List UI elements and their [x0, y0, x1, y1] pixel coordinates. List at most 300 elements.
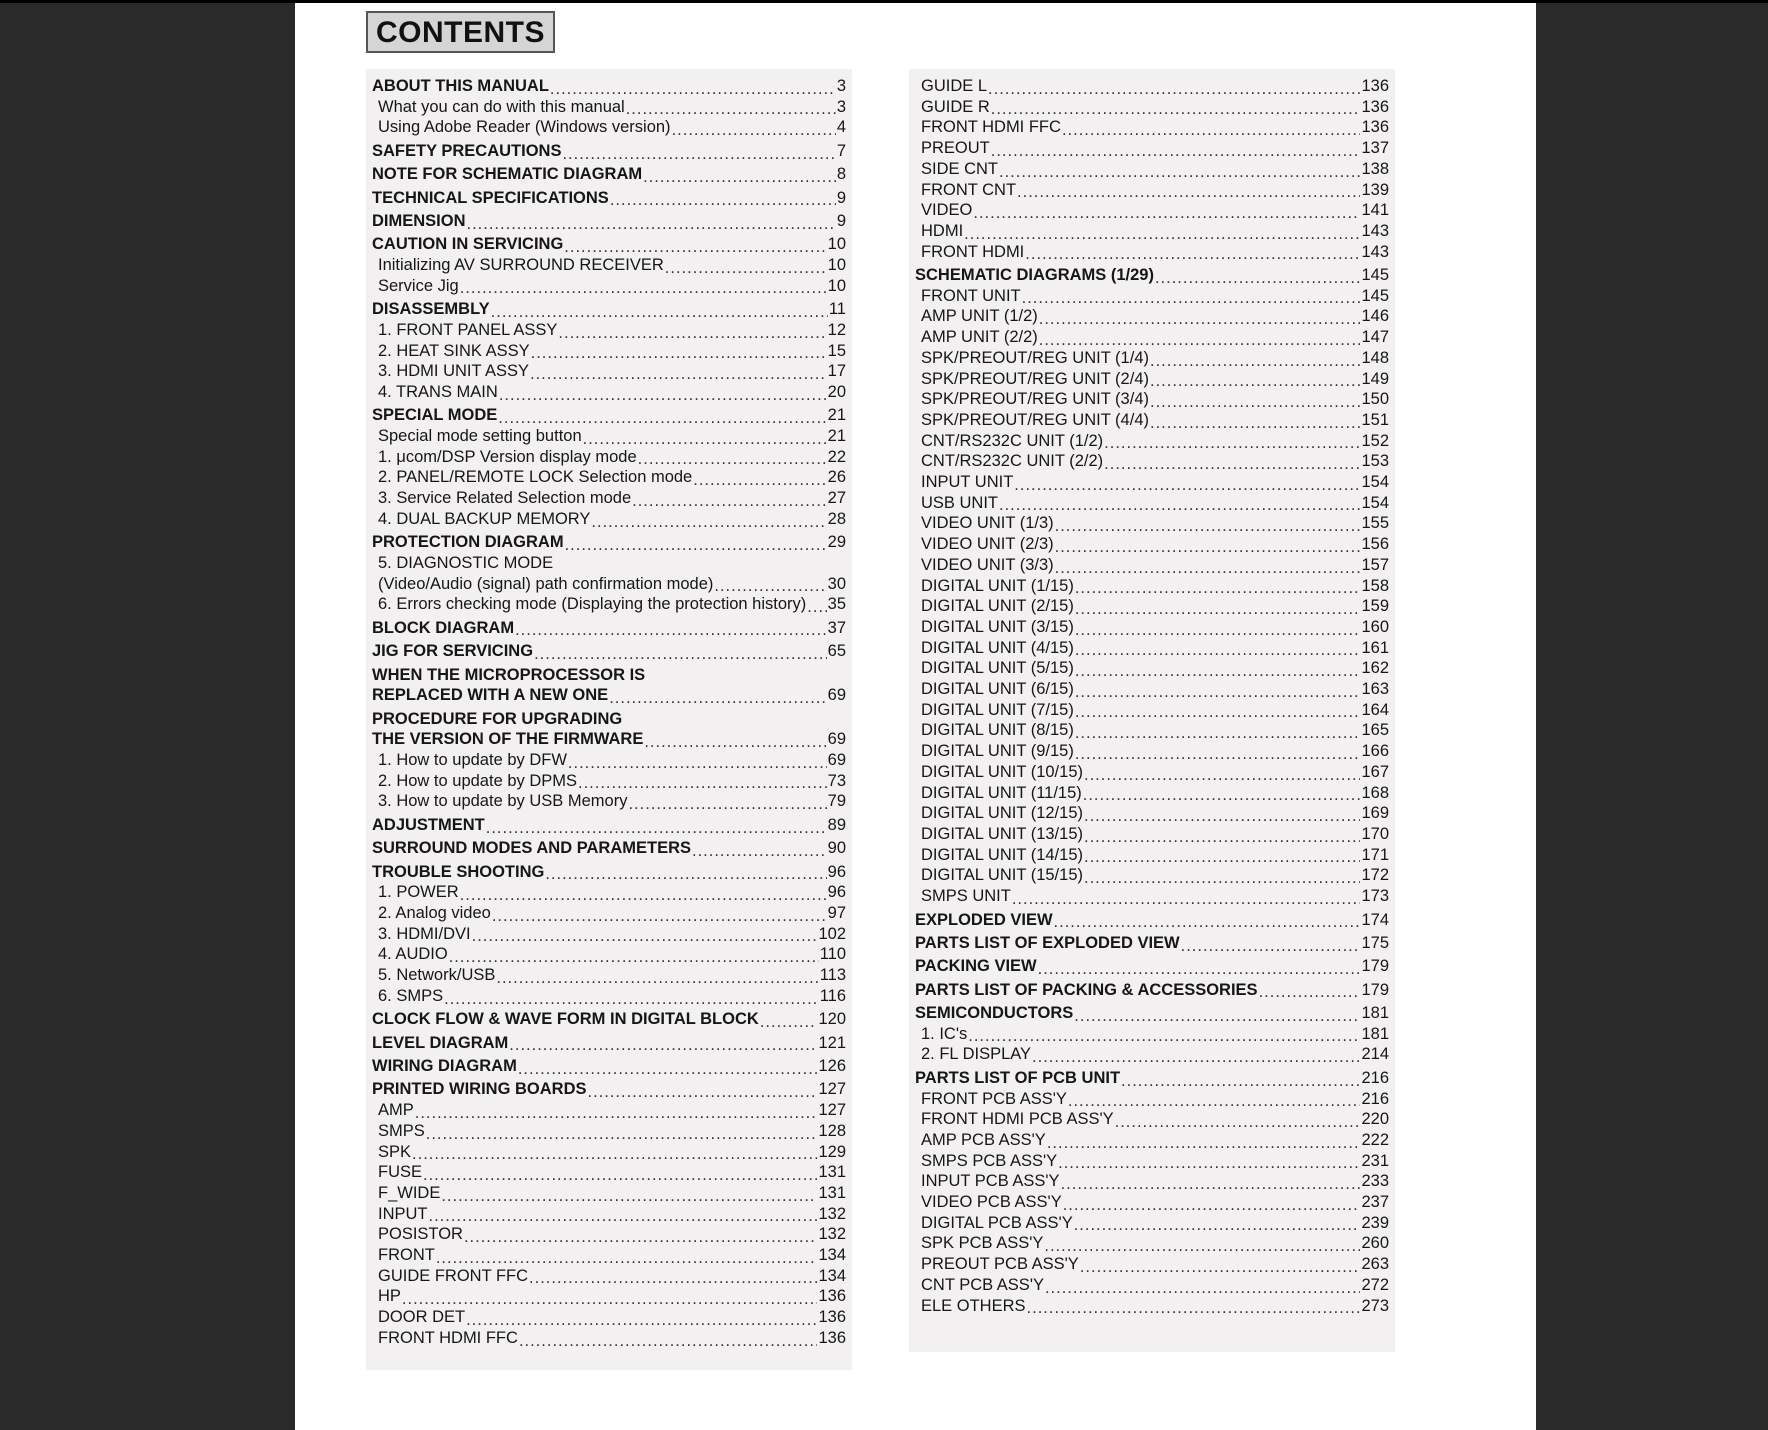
toc-entry-page-number: 3	[836, 97, 846, 116]
toc-entry-page-number: 160	[1361, 617, 1389, 636]
dot-leader	[1083, 785, 1361, 803]
toc-entry-page-number: 159	[1361, 597, 1389, 616]
toc-entry-label: THE VERSION OF THE FIRMWARE	[372, 730, 644, 749]
toc-entry[interactable]	[372, 553, 846, 574]
toc-entry-page-number: 37	[827, 618, 846, 637]
toc-entry[interactable]	[915, 700, 1389, 721]
dot-leader	[1061, 1174, 1361, 1192]
dot-leader	[1084, 765, 1360, 783]
dot-leader	[550, 79, 836, 97]
dot-leader	[460, 278, 827, 296]
toc-entry-label: SCHEMATIC DIAGRAMS (1/29)	[915, 266, 1154, 285]
toc-entry-page-number: 171	[1361, 845, 1389, 864]
toc-entry[interactable]	[372, 1100, 846, 1121]
toc-entry-label: FRONT HDMI PCB ASS'Y	[921, 1110, 1114, 1129]
toc-entry[interactable]	[372, 97, 846, 118]
toc-entry[interactable]	[372, 1056, 846, 1077]
toc-entry-page-number: 220	[1361, 1110, 1389, 1129]
toc-entry-label: SIDE CNT	[921, 159, 999, 178]
toc-entry[interactable]	[372, 771, 846, 792]
toc-entry[interactable]	[915, 242, 1389, 263]
dot-leader	[558, 323, 826, 341]
toc-entry[interactable]	[372, 141, 846, 162]
dot-leader	[1259, 982, 1361, 1000]
toc-entry[interactable]	[372, 1142, 846, 1163]
toc-entry-page-number: 136	[1361, 77, 1389, 95]
toc-entry[interactable]	[915, 1213, 1389, 1234]
toc-entry[interactable]	[372, 276, 846, 297]
dot-leader	[444, 989, 819, 1007]
toc-entry[interactable]	[915, 117, 1389, 138]
dot-leader	[999, 495, 1360, 513]
toc-entry[interactable]	[372, 361, 846, 382]
toc-entry-page-number: 121	[818, 1033, 846, 1052]
toc-entry-page-number: 151	[1361, 410, 1389, 429]
dot-leader	[1155, 268, 1361, 286]
dot-leader	[1055, 558, 1361, 576]
toc-entry[interactable]	[372, 1328, 846, 1349]
toc-entry[interactable]	[915, 933, 1389, 954]
dot-leader	[449, 947, 819, 965]
toc-entry-label: USB UNIT	[921, 493, 999, 512]
toc-entry[interactable]	[915, 306, 1389, 327]
dot-leader	[632, 491, 827, 509]
dot-leader	[665, 258, 827, 276]
dot-leader	[1039, 309, 1361, 327]
toc-entry[interactable]	[372, 1224, 846, 1245]
dot-leader	[1104, 454, 1360, 472]
toc-entry[interactable]	[372, 862, 846, 883]
toc-entry[interactable]	[372, 685, 846, 706]
toc-entry[interactable]	[372, 1183, 846, 1204]
toc-entry[interactable]	[372, 965, 846, 986]
dot-leader	[436, 1248, 818, 1266]
dot-leader	[1084, 868, 1360, 886]
toc-entry[interactable]	[915, 956, 1389, 977]
toc-entry-label: DISASSEMBLY	[372, 300, 490, 319]
dot-leader	[1063, 1195, 1361, 1213]
dot-leader	[499, 385, 827, 403]
toc-entry-page-number: 147	[1361, 328, 1389, 347]
dot-leader	[441, 1186, 817, 1204]
dot-leader	[1075, 599, 1361, 617]
toc-entry[interactable]	[372, 750, 846, 771]
dot-leader	[472, 926, 818, 944]
toc-entry-page-number: 28	[827, 509, 846, 528]
toc-entry-label: 1. μcom/DSP Version display mode	[378, 447, 637, 466]
toc-entry-page-number: 148	[1361, 348, 1389, 367]
toc-entry[interactable]	[372, 791, 846, 812]
toc-entry-label: 2. How to update by DPMS	[378, 771, 578, 790]
toc-entry-label: VIDEO	[921, 201, 973, 220]
toc-entry[interactable]	[372, 76, 846, 97]
toc-entry-page-number: 181	[1361, 1004, 1389, 1023]
toc-entry[interactable]	[915, 389, 1389, 410]
toc-entry[interactable]	[372, 574, 846, 595]
dot-leader	[515, 620, 827, 638]
toc-entry-label: SEMICONDUCTORS	[915, 1004, 1074, 1023]
toc-entry-page-number: 168	[1361, 783, 1389, 802]
toc-entry[interactable]	[915, 596, 1389, 617]
toc-entry-page-number: 181	[1361, 1024, 1389, 1043]
toc-entry-label: TECHNICAL SPECIFICATIONS	[372, 188, 609, 207]
dot-leader	[968, 1026, 1360, 1044]
toc-entry[interactable]	[372, 729, 846, 750]
toc-entry[interactable]	[915, 1254, 1389, 1275]
toc-entry-page-number: 143	[1361, 242, 1389, 261]
toc-entry[interactable]	[372, 882, 846, 903]
toc-entry-label: Initializing AV SURROUND RECEIVER	[378, 256, 664, 275]
toc-entry-label: GUIDE L	[921, 77, 988, 95]
toc-entry[interactable]	[915, 824, 1389, 845]
toc-entry[interactable]	[915, 803, 1389, 824]
toc-entry[interactable]	[915, 720, 1389, 741]
toc-entry-label: INPUT	[378, 1204, 428, 1223]
toc-entry[interactable]	[372, 641, 846, 662]
toc-entry[interactable]	[372, 234, 846, 255]
toc-entry[interactable]	[915, 980, 1389, 1001]
toc-entry[interactable]	[372, 618, 846, 639]
toc-entry[interactable]	[915, 910, 1389, 931]
toc-entry-page-number: 134	[818, 1266, 846, 1285]
toc-entry-page-number: 156	[1361, 535, 1389, 554]
toc-entry-page-number: 134	[818, 1246, 846, 1265]
toc-entry[interactable]	[372, 1079, 846, 1100]
toc-entry-page-number: 214	[1361, 1045, 1389, 1064]
toc-entry-page-number: 145	[1361, 266, 1389, 285]
toc-entry-label: PREOUT PCB ASS'Y	[921, 1255, 1079, 1274]
toc-entry[interactable]	[915, 138, 1389, 159]
dot-leader	[807, 597, 826, 615]
toc-entry[interactable]	[372, 382, 846, 403]
dot-leader	[1150, 413, 1360, 431]
toc-entry-label: DIGITAL UNIT (7/15)	[921, 700, 1074, 719]
dot-leader	[672, 120, 836, 138]
toc-entry[interactable]	[915, 1171, 1389, 1192]
toc-entry[interactable]	[372, 117, 846, 138]
toc-entry-page-number: 136	[818, 1308, 846, 1327]
toc-entry[interactable]	[915, 555, 1389, 576]
toc-entry-page-number: 158	[1361, 576, 1389, 595]
toc-entry[interactable]	[915, 741, 1389, 762]
toc-entry-page-number: 69	[827, 751, 846, 770]
toc-entry[interactable]	[372, 815, 846, 836]
dot-leader	[530, 364, 827, 382]
toc-entry[interactable]	[915, 327, 1389, 348]
toc-entry[interactable]	[372, 164, 846, 185]
toc-entry[interactable]	[915, 472, 1389, 493]
dot-leader	[467, 214, 836, 232]
toc-entry-page-number: 132	[818, 1225, 846, 1244]
dot-leader	[1047, 1133, 1361, 1151]
toc-entry-label: FRONT UNIT	[921, 286, 1021, 305]
toc-entry[interactable]	[372, 838, 846, 859]
toc-entry[interactable]	[915, 1044, 1389, 1065]
toc-entry[interactable]	[915, 431, 1389, 452]
toc-entry-page-number: 73	[827, 771, 846, 790]
toc-entry[interactable]	[372, 1162, 846, 1183]
toc-entry[interactable]	[915, 658, 1389, 679]
dot-leader	[991, 99, 1361, 117]
toc-entry-label: FRONT HDMI FFC	[378, 1328, 518, 1347]
toc-entry-label: 3. Service Related Selection mode	[378, 489, 632, 508]
toc-entry-label: DIGITAL UNIT (2/15)	[921, 597, 1074, 616]
toc-entry-label: INPUT PCB ASS'Y	[921, 1172, 1060, 1191]
toc-entry-label: Using Adobe Reader (Windows version)	[378, 118, 671, 137]
toc-entry-label: PRINTED WIRING BOARDS	[372, 1080, 587, 1099]
toc-entry[interactable]	[372, 709, 846, 730]
toc-entry[interactable]	[372, 467, 846, 488]
toc-entry-page-number: 174	[1361, 910, 1389, 929]
toc-entry[interactable]	[915, 410, 1389, 431]
toc-entry-page-number: 9	[836, 211, 846, 230]
toc-entry-label: FRONT	[378, 1246, 435, 1265]
toc-entry-label: DIGITAL UNIT (9/15)	[921, 742, 1074, 761]
toc-entry[interactable]	[915, 1130, 1389, 1151]
toc-entry-label: VIDEO UNIT (2/3)	[921, 535, 1054, 554]
toc-entry-page-number: 167	[1361, 762, 1389, 781]
toc-entry-page-number: 4	[836, 118, 846, 137]
dot-leader	[1075, 682, 1361, 700]
toc-entry[interactable]	[372, 903, 846, 924]
toc-entry[interactable]	[915, 1089, 1389, 1110]
toc-entry[interactable]	[372, 665, 846, 686]
toc-entry-label: DIGITAL UNIT (11/15)	[921, 783, 1082, 802]
toc-entry[interactable]	[915, 493, 1389, 514]
dot-leader	[1084, 847, 1360, 865]
toc-entry[interactable]	[372, 1286, 846, 1307]
toc-entry[interactable]	[372, 299, 846, 320]
toc-entry-page-number: 169	[1361, 804, 1389, 823]
toc-entry-page-number: 10	[827, 235, 846, 254]
dot-leader	[988, 79, 1360, 97]
toc-entry-label: PARTS LIST OF PACKING & ACCESSORIES	[915, 980, 1258, 999]
toc-entry[interactable]	[915, 762, 1389, 783]
toc-entry-label: F_WIDE	[378, 1183, 441, 1202]
toc-entry-label: NOTE FOR SCHEMATIC DIAGRAM	[372, 165, 643, 184]
toc-entry[interactable]	[915, 180, 1389, 201]
toc-entry-label: DIGITAL UNIT (13/15)	[921, 825, 1083, 843]
dot-leader	[1068, 1091, 1361, 1109]
dot-leader	[531, 343, 827, 361]
toc-entry-label: 4. DUAL BACKUP MEMORY	[378, 509, 591, 528]
toc-entry[interactable]	[915, 783, 1389, 804]
toc-entry-label: FUSE	[378, 1163, 423, 1182]
toc-entry-label: 1. POWER	[378, 883, 459, 902]
toc-entry[interactable]	[372, 1009, 846, 1030]
toc-entry-label: CNT/RS232C UNIT (2/2)	[921, 452, 1104, 471]
toc-entry[interactable]	[915, 513, 1389, 534]
toc-entry-label: 1. How to update by DFW	[378, 751, 567, 770]
toc-entry[interactable]	[372, 405, 846, 426]
toc-entry-label: SAFETY PRECAUTIONS	[372, 141, 562, 160]
toc-entry-label: DIGITAL UNIT (6/15)	[921, 680, 1074, 699]
toc-entry[interactable]	[915, 159, 1389, 180]
toc-entry-label: 6. SMPS	[378, 986, 444, 1005]
dot-leader	[545, 864, 826, 882]
toc-entry-label: AMP PCB ASS'Y	[921, 1130, 1046, 1149]
toc-entry[interactable]	[915, 451, 1389, 472]
toc-entry-page-number: 273	[1361, 1296, 1389, 1315]
toc-entry[interactable]	[915, 865, 1389, 886]
toc-entry-label: TROUBLE SHOOTING	[372, 862, 545, 881]
toc-entry[interactable]	[372, 211, 846, 232]
dot-leader	[1032, 1047, 1360, 1065]
toc-entry[interactable]	[915, 369, 1389, 390]
toc-entry-label: PARTS LIST OF EXPLODED VIEW	[915, 933, 1180, 952]
toc-entry-label: SPK PCB ASS'Y	[921, 1234, 1044, 1253]
dot-leader	[1054, 912, 1361, 930]
toc-entry-label: FRONT PCB ASS'Y	[921, 1089, 1067, 1108]
toc-entry[interactable]	[915, 286, 1389, 307]
toc-entry-page-number: 260	[1361, 1234, 1389, 1253]
toc-entry-page-number: 35	[827, 595, 846, 614]
toc-entry-page-number: 150	[1361, 390, 1389, 409]
toc-entry[interactable]	[372, 1033, 846, 1054]
toc-entry[interactable]	[915, 1003, 1389, 1024]
toc-entry[interactable]	[915, 1275, 1389, 1296]
toc-entry[interactable]	[372, 924, 846, 945]
toc-entry-label: REPLACED WITH A NEW ONE	[372, 686, 609, 705]
dot-leader	[1062, 120, 1361, 138]
toc-entry[interactable]	[372, 1121, 846, 1142]
toc-entry-label: CNT PCB ASS'Y	[921, 1275, 1044, 1294]
toc-entry-label: SPK/PREOUT/REG UNIT (3/4)	[921, 390, 1149, 409]
toc-entry-label: 4. TRANS MAIN	[378, 382, 498, 401]
dot-leader	[1181, 936, 1361, 954]
toc-entry-page-number: 79	[827, 792, 846, 811]
toc-entry-label: POSISTOR	[378, 1225, 463, 1244]
toc-entry[interactable]	[915, 200, 1389, 221]
toc-entry[interactable]	[372, 594, 846, 615]
dot-leader	[519, 1331, 818, 1349]
toc-entry[interactable]	[372, 1266, 846, 1287]
toc-entry-page-number: 237	[1361, 1193, 1389, 1212]
toc-entry-page-number: 136	[818, 1328, 846, 1347]
toc-entry[interactable]	[915, 638, 1389, 659]
toc-entry[interactable]	[915, 576, 1389, 597]
dot-leader	[1027, 1298, 1361, 1316]
toc-entry-page-number: 163	[1361, 680, 1389, 699]
toc-entry[interactable]	[372, 1204, 846, 1225]
toc-entry-label: 5. Network/USB	[378, 966, 496, 985]
toc-entry[interactable]	[372, 255, 846, 276]
toc-entry-page-number: 69	[827, 730, 846, 749]
toc-entry-page-number: 8	[836, 165, 846, 184]
toc-entry-label: SURROUND MODES AND PARAMETERS	[372, 839, 692, 858]
dot-leader	[491, 302, 828, 320]
toc-entry[interactable]	[915, 1192, 1389, 1213]
dot-leader	[1104, 433, 1360, 451]
toc-entry[interactable]	[915, 97, 1389, 118]
toc-entry-page-number: 102	[818, 924, 846, 943]
toc-entry[interactable]	[372, 944, 846, 965]
dot-leader	[609, 688, 826, 706]
toc-entry[interactable]	[915, 348, 1389, 369]
dot-leader	[644, 732, 826, 750]
toc-entry-label: PREOUT	[921, 139, 990, 158]
toc-entry[interactable]	[915, 76, 1389, 97]
toc-entry-page-number: 172	[1361, 866, 1389, 885]
toc-entry-page-number: 65	[827, 642, 846, 661]
toc-entry-page-number: 166	[1361, 742, 1389, 761]
toc-entry-label: SPECIAL MODE	[372, 406, 498, 425]
toc-entry[interactable]	[915, 1068, 1389, 1089]
toc-entry[interactable]	[372, 447, 846, 468]
toc-entry-page-number: 30	[827, 574, 846, 593]
toc-entry[interactable]	[915, 1109, 1389, 1130]
toc-entry[interactable]	[915, 1024, 1389, 1045]
toc-entry-page-number: 231	[1361, 1151, 1389, 1170]
toc-entry-page-number: 128	[818, 1121, 846, 1140]
toc-column-right	[909, 69, 1395, 1352]
toc-entry[interactable]	[372, 341, 846, 362]
dot-leader	[1121, 1071, 1360, 1089]
toc-entry-label: HP	[378, 1287, 401, 1306]
toc-entry-page-number: 127	[818, 1080, 846, 1099]
toc-entry[interactable]	[372, 488, 846, 509]
dot-leader	[486, 818, 827, 836]
toc-entry[interactable]	[372, 509, 846, 530]
dot-leader	[1055, 537, 1361, 555]
dot-leader	[1039, 330, 1361, 348]
toc-entry[interactable]	[372, 426, 846, 447]
toc-entry[interactable]	[372, 1245, 846, 1266]
toc-entry[interactable]	[915, 679, 1389, 700]
toc-entry[interactable]	[915, 845, 1389, 866]
toc-entry-page-number: 161	[1361, 638, 1389, 657]
toc-entry-label: PROCEDURE FOR UPGRADING	[372, 709, 623, 728]
toc-entry-label: (Video/Audio (signal) path confirmation mode)	[378, 574, 714, 593]
toc-entry[interactable]	[915, 1233, 1389, 1254]
dot-leader	[643, 167, 836, 185]
toc-entry-page-number: 127	[818, 1101, 846, 1120]
toc-entry[interactable]	[915, 265, 1389, 286]
dot-leader	[534, 644, 827, 662]
dot-leader	[1075, 702, 1361, 720]
toc-entry-page-number: 263	[1361, 1255, 1389, 1274]
toc-entry[interactable]	[915, 886, 1389, 907]
dot-leader	[1150, 371, 1360, 389]
toc-entry-label: WHEN THE MICROPROCESSOR IS	[372, 665, 646, 684]
toc-entry-page-number: 179	[1361, 957, 1389, 976]
toc-entry-page-number: 131	[818, 1183, 846, 1202]
toc-entry-page-number: 26	[827, 468, 846, 487]
toc-entry[interactable]	[915, 534, 1389, 555]
toc-entry[interactable]	[915, 1296, 1389, 1317]
toc-entry-page-number: 175	[1361, 933, 1389, 952]
toc-entry[interactable]	[915, 221, 1389, 242]
toc-entry-label: DIGITAL UNIT (1/15)	[921, 576, 1074, 595]
toc-entry[interactable]	[372, 320, 846, 341]
toc-entry-page-number: 155	[1361, 514, 1389, 533]
toc-entry[interactable]	[372, 986, 846, 1007]
toc-entry-label: FRONT HDMI FFC	[921, 118, 1061, 137]
dot-leader	[412, 1144, 817, 1162]
toc-entry-page-number: 126	[818, 1057, 846, 1076]
toc-entry[interactable]	[372, 188, 846, 209]
dot-leader	[591, 512, 826, 530]
dot-leader	[1150, 392, 1360, 410]
toc-entry-label: 2. PANEL/REMOTE LOCK Selection mode	[378, 468, 693, 487]
toc-entry-label: DIGITAL PCB ASS'Y	[921, 1213, 1073, 1232]
toc-entry[interactable]	[372, 532, 846, 553]
toc-entry[interactable]	[915, 1151, 1389, 1172]
dot-leader	[466, 1310, 817, 1328]
dot-leader	[1055, 516, 1361, 534]
toc-entry[interactable]	[915, 617, 1389, 638]
toc-entry[interactable]	[372, 1307, 846, 1328]
